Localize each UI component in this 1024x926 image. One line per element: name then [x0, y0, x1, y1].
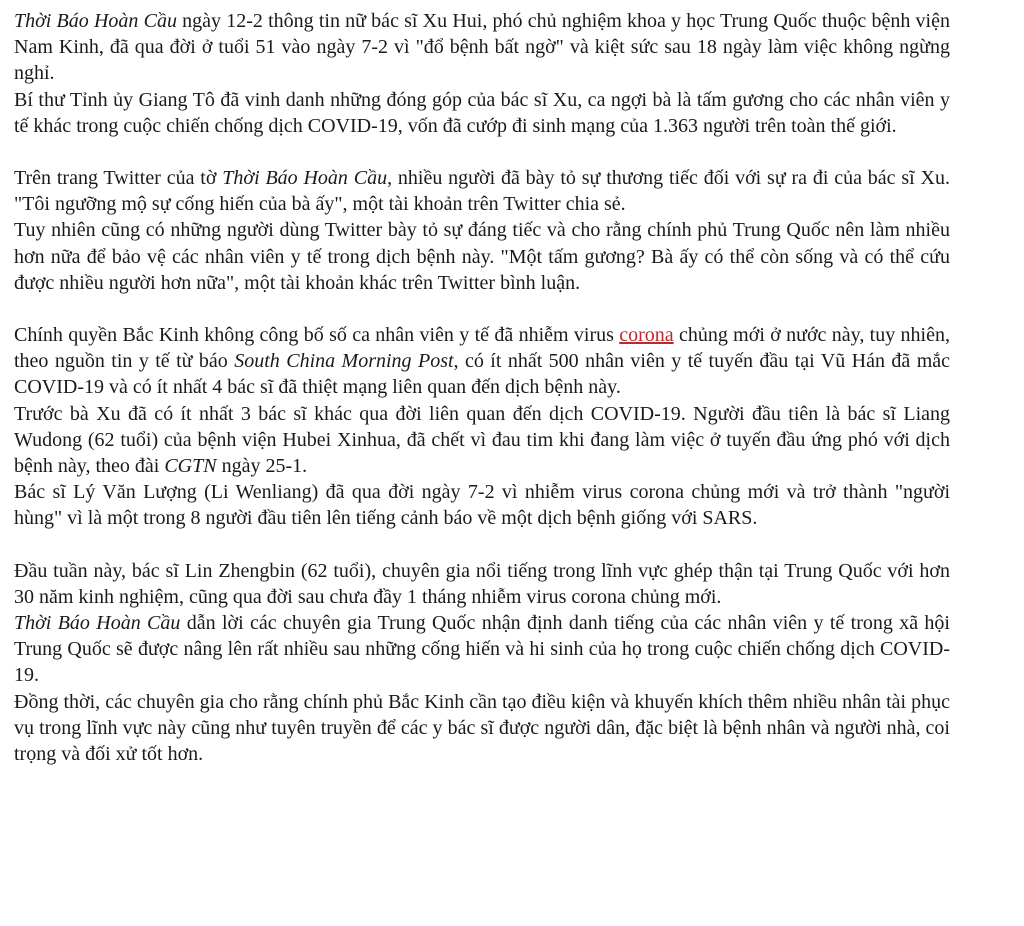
newspaper-name: Thời Báo Hoàn Cầu: [222, 167, 388, 190]
newspaper-name: Thời Báo Hoàn Cầu: [14, 10, 177, 32]
paragraph-1: [14, 8, 950, 87]
paragraph-spacer: [14, 139, 950, 165]
paragraph-text: Trên trang Twitter của tờ: [14, 167, 223, 190]
paragraph-text: Đầu tuần này, bác sĩ Lin Zhengbin (62 tuổi), chuyên gia nổi tiếng trong lĩnh vực ghép thận tại Trung Quốc với hơn 30 năm kinh nghiệm, cũng qua đời sau chưa đầy 1 tháng nhiễm virus corona chủng mới.: [14, 559, 950, 608]
paragraph-3: [14, 165, 950, 217]
paragraph-4: [14, 217, 950, 296]
paragraph-text: Bí thư Tỉnh ủy Giang Tô đã vinh danh những đóng góp của bác sĩ Xu, ca ngợi bà là tấm gương cho các nhân viên y tế khác trong cuộc chiến chống dịch COVID-19, vốn đã cướp đi sinh mạng của 1.363 người trên toàn thế giới.: [14, 88, 950, 137]
paragraph-7: [14, 479, 950, 531]
newspaper-name: South China Morning Post: [234, 350, 454, 373]
paragraph-text: ngày 12-2 thông tin nữ bác sĩ Xu Hui, phó chủ nghiệm khoa y học Trung Quốc thuộc bệnh viện Nam Kinh, đã qua đời ở tuổi 51 vào ngày 7-2 vì "đổ bệnh bất ngờ" và kiệt sức sau 18 ngày làm việc không ngừng nghỉ.: [14, 10, 950, 85]
broadcaster-name: CGTN: [164, 455, 217, 478]
paragraph-10: [14, 689, 950, 768]
paragraph-9: [14, 610, 950, 689]
paragraph-text: chủng mới ở nước này, tuy nhiên, theo nguồn tin y tế từ báo: [14, 324, 950, 373]
paragraph-8: [14, 558, 950, 610]
paragraph-text: Trước bà Xu đã có ít nhất 3 bác sĩ khác qua đời liên quan đến dịch COVID-19. Người đầu tiên là bác sĩ Liang Wudong (62 tuổi) của bệnh viện Hubei Xinhua, đã chết vì đau tim khi đang làm việc ở tuyến đầu ứng phó với dịch bệnh này, theo đài: [14, 402, 950, 478]
paragraph-2: [14, 87, 950, 139]
paragraph-spacer: [14, 532, 950, 558]
paragraph-6: [14, 401, 950, 480]
paragraph-text: dẫn lời các chuyên gia Trung Quốc nhận định danh tiếng của các nhân viên y tế trong xã hội Trung Quốc sẽ được nâng lên rất nhiều sau những cống hiến và hi sinh của họ trong cuộc chiến chống dịch COVID-19.: [14, 612, 950, 687]
paragraph-text: , nhiều người đã bày tỏ sự thương tiếc đối với sự ra đi của bác sĩ Xu. "Tôi ngưỡng mộ sự cống hiến của bà ấy", một tài khoản trên Twitter chia sẻ.: [14, 167, 950, 216]
paragraph-text: ngày 25-1.: [216, 455, 308, 478]
paragraph-text: , có ít nhất 500 nhân viên y tế tuyến đầu tại Vũ Hán đã mắc COVID-19 và có ít nhất 4 bác sĩ đã thiệt mạng liên quan đến dịch bệnh này.: [14, 350, 950, 399]
article-body: [14, 8, 950, 767]
paragraph-text: Chính quyền Bắc Kinh không công bố số ca nhân viên y tế đã nhiễm virus: [14, 324, 620, 347]
paragraph-text: Bác sĩ Lý Văn Lượng (Li Wenliang) đã qua đời ngày 7-2 vì nhiễm virus corona chủng mới và trở thành "người hùng" vì là một trong 8 người đầu tiên lên tiếng cảnh báo về một dịch bệnh giống với SARS.: [14, 481, 950, 530]
paragraph-text: Tuy nhiên cũng có những người dùng Twitter bày tỏ sự đáng tiếc và cho rằng chính phủ Trung Quốc nên làm nhiều hơn nữa để bảo vệ các nhân viên y tế trong dịch bệnh này. "Một tấm gương? Bà ấy có thể còn sống và có thể cứu được nhiều người hơn nữa", một tài khoản khác trên Twitter bình luận.: [14, 219, 950, 294]
paragraph-text: Đồng thời, các chuyên gia cho rằng chính phủ Bắc Kinh cần tạo điều kiện và khuyến khích thêm nhiều nhân tài phục vụ trong lĩnh vực này cũng như tuyên truyền để các y bác sĩ được người dân, đặc biệt là bệnh nhân và người nhà, coi trọng và đối xử tốt hơn.: [14, 690, 950, 766]
newspaper-name: Thời Báo Hoàn Cầu: [14, 612, 181, 635]
paragraph-5: [14, 322, 950, 401]
paragraph-spacer: [14, 296, 950, 322]
corona-link[interactable]: corona: [619, 324, 674, 347]
